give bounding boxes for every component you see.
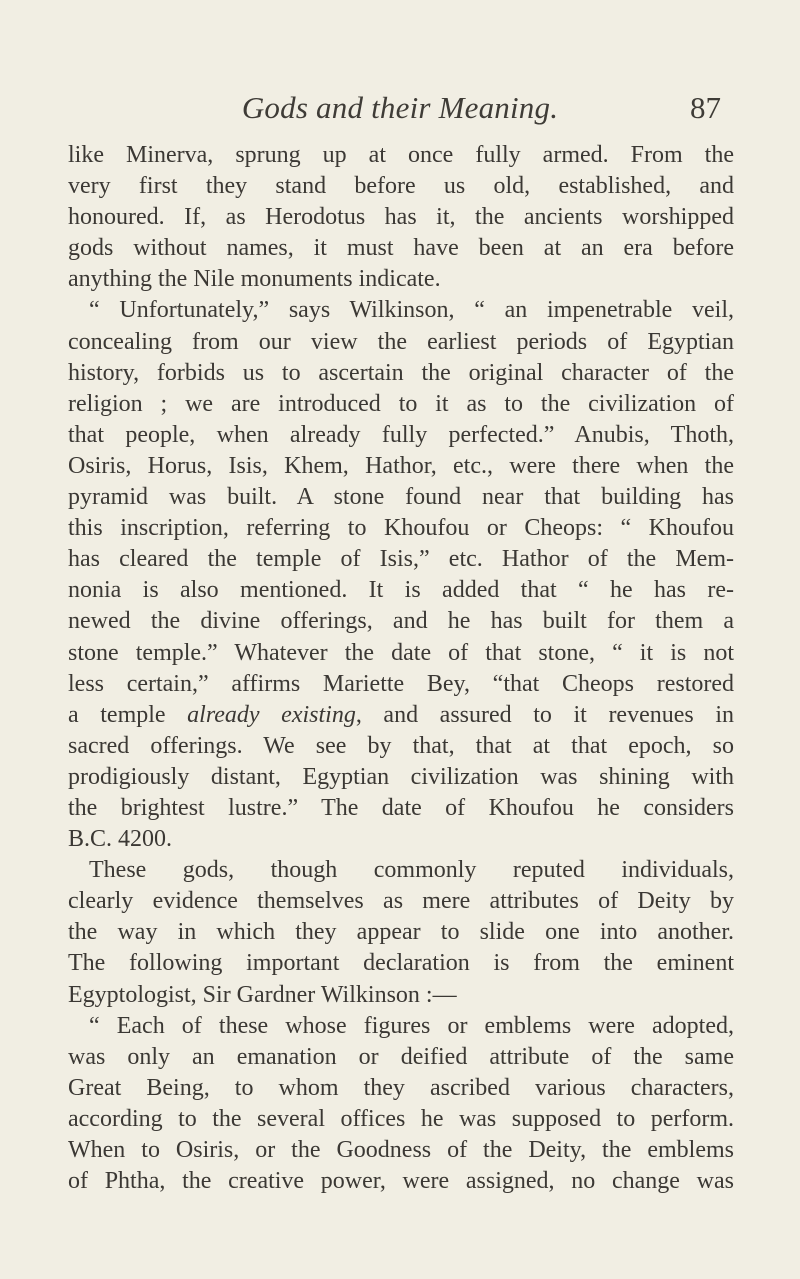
text-line: “ Unfortunately,” says Wilkinson, “ an impenetrable veil, xyxy=(89,297,734,324)
text-line: Great Being, to whom they ascribed various characters, xyxy=(68,1074,734,1101)
text-line: the way in which they appear to slide one into another. xyxy=(68,919,734,946)
text-line: religion ; we are introduced to it as to the civilization of xyxy=(68,390,734,417)
text-line: anything the Nile monuments indicate. xyxy=(68,266,441,293)
text-segment: a temple xyxy=(68,701,188,728)
text-line: honoured. If, as Herodotus has it, the ancients worshipped xyxy=(68,204,734,231)
text-line: stone temple.” Whatever the date of that stone, “ it is not xyxy=(68,639,734,666)
running-title: Gods and their Meaning. xyxy=(241,90,559,125)
text-line: this inscription, referring to Khoufou or Cheops: “ Khoufou xyxy=(68,515,734,542)
text-line: B.C. 4200. xyxy=(68,826,173,853)
text-line: like Minerva, sprung up at once fully armed. From the xyxy=(68,142,734,168)
text-line: according to the several offices he was supposed to perform. xyxy=(68,1105,734,1132)
text-line: These gods, though commonly reputed individuals, xyxy=(89,857,734,884)
text-line: clearly evidence themselves as mere attributes of Deity by xyxy=(68,888,734,915)
text-line: prodigiously distant, Egyptian civilization was shining with xyxy=(68,763,734,790)
running-head xyxy=(0,88,800,128)
text-line: was only an emanation or deified attribute of the same xyxy=(68,1043,734,1070)
text-line: gods without names, it must have been at an era before xyxy=(68,235,734,262)
text-line: newed the divine offerings, and he has built for them a xyxy=(68,608,734,635)
text-line xyxy=(68,700,734,731)
text-line: When to Osiris, or the Goodness of the Deity, the emblems xyxy=(68,1137,734,1163)
italic-phrase: already existing xyxy=(187,701,356,728)
text-line: the brightest lustre.” The date of Khoufou he considers xyxy=(68,794,734,821)
body-text xyxy=(68,140,734,1197)
text-line: less certain,” affirms Mariette Bey, “that Cheops restored xyxy=(68,670,734,697)
text-line: nonia is also mentioned. It is added that “ he has re- xyxy=(68,577,734,604)
text-line: concealing from our view the earliest periods of Egyptian xyxy=(68,328,734,355)
text-line: has cleared the temple of Isis,” etc. Hathor of the Mem- xyxy=(68,546,734,573)
text-line: The following important declaration is from the eminent xyxy=(68,950,734,977)
text-line: Osiris, Horus, Isis, Khem, Hathor, etc., were there when the xyxy=(68,452,734,479)
text-line: sacred offerings. We see by that, that at that epoch, so xyxy=(68,732,734,759)
text-line: of Phtha, the creative power, were assigned, no change was xyxy=(68,1168,734,1195)
text-line: that people, when already fully perfected.” Anubis, Thoth, xyxy=(68,421,734,448)
text-line: pyramid was built. A stone found near that building has xyxy=(68,484,734,511)
text-line: Egyptologist, Sir Gardner Wilkinson :— xyxy=(68,981,457,1008)
text-segment: , and assured to it revenues in xyxy=(355,701,734,728)
page-number: 87 xyxy=(690,90,721,125)
text-line: history, forbids us to ascertain the original character of the xyxy=(68,359,734,386)
text-line: very first they stand before us old, established, and xyxy=(68,173,734,200)
text-line: “ Each of these whose figures or emblems were adopted, xyxy=(89,1012,734,1039)
